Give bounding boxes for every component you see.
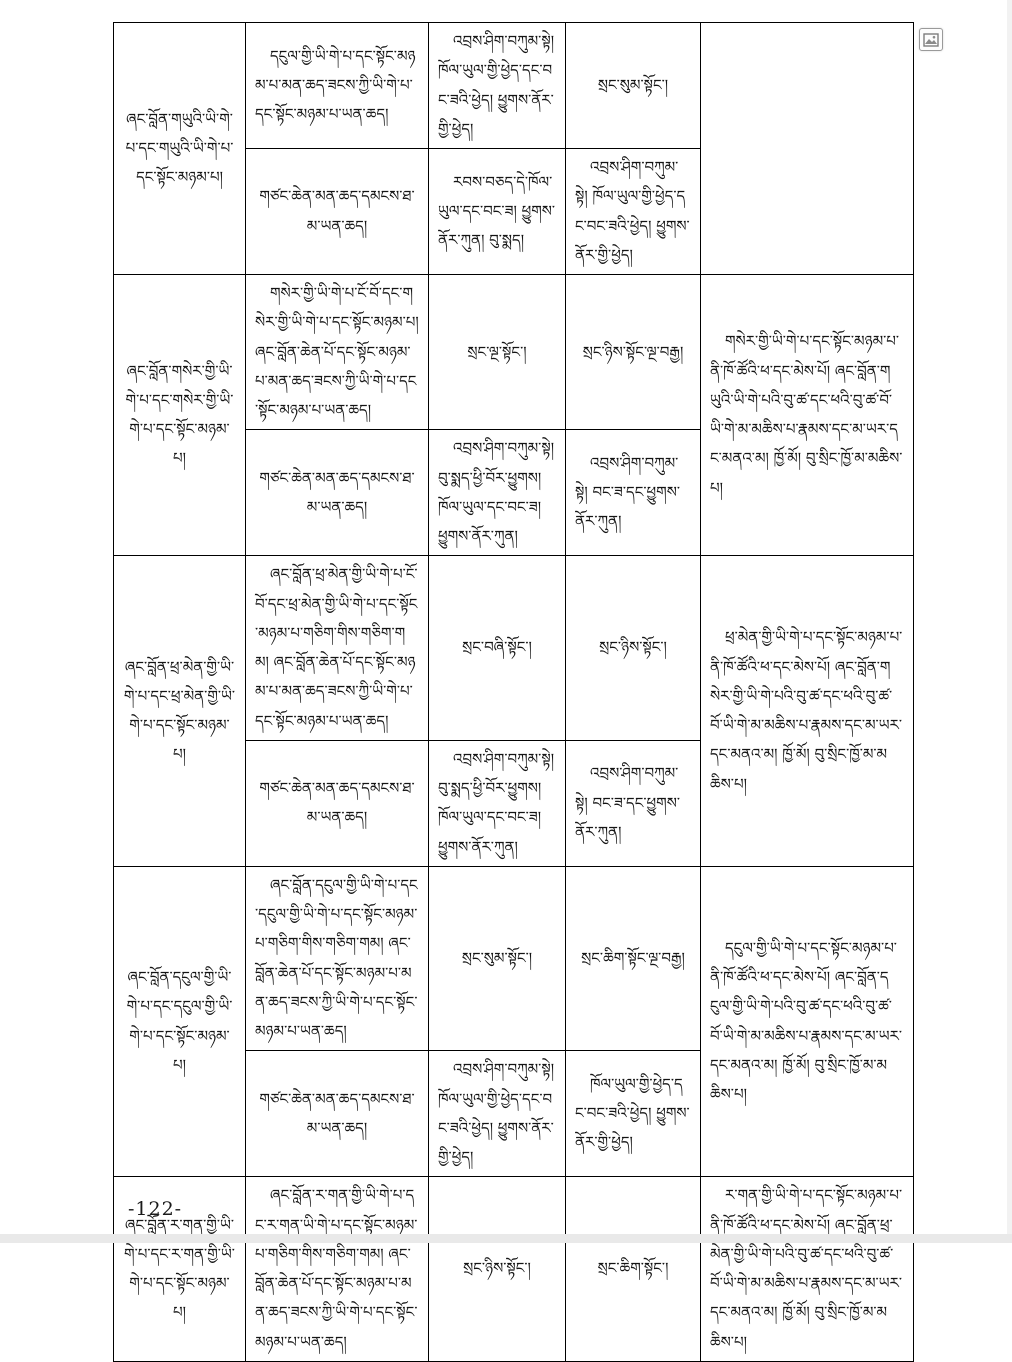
rank-cell: ཞང་བློན་དངུལ་གྱི་ཡི་གེ་པ་དང་དངུལ་གྱི་ཡི་གེ་པ་དང་སྟོང་མཉམ་པ། [114, 866, 246, 1177]
compensation-cell: འབྲས་ཤིག་བཀུམ་སྟེ། བང་ཟ་དང་ཕྱུགས་ནོར་ཀུན། [566, 430, 701, 556]
note-cell: ཕྲ་མེན་གྱི་ཡི་གེ་པ་དང་སྟོང་མཉམ་པ་ནི་ཁོ་ཚོའི་ཕ་དང་མེས་པོ། ཞང་བློན་གསེར་གྱི་ཡི་གེ་པའི་བུ་ཚ་དང་ཕའི་བུ་ཚ་བོ་ཡི་གེ་མ་མཆིས་པ་རྣམས་དང་མ་ཡར་དང་མནའ་མ། ཁྱོ་མོ། བུ་སྲིང་ཁྱོ་མ་མཆིས་པ། [701, 556, 914, 867]
image-glyph [923, 33, 939, 47]
punishment-cell: སྲང་ལྔ་སྟོང་། [429, 275, 566, 430]
page-number: -122- [128, 1198, 183, 1220]
screenshot-tool-icon[interactable] [919, 28, 943, 51]
scope-cell: དངུལ་གྱི་ཡི་གེ་པ་དང་སྟོང་མཉམ་པ་མན་ཆད་ཟངས་ཀྱི་ཡི་གེ་པ་དང་སྟོང་མཉམ་པ་ཡན་ཆད། [246, 23, 429, 149]
compensation-cell: སྲང་ཉིས་སྟོང་ལྔ་བརྒྱ། [566, 275, 701, 430]
punishment-cell: འབྲས་ཤིག་བཀུམ་སྟེ། བུ་སྨད་ཕྱི་བོར་ཕྱུགས། ཁོལ་ཡུལ་དང་བང་ཟ། ཕྱུགས་ནོར་ཀུན། [429, 430, 566, 556]
punishment-cell: འབྲས་ཤིག་བཀུམ་སྟེ། བུ་སྨད་ཕྱི་བོར་ཕྱུགས། ཁོལ་ཡུལ་དང་བང་ཟ། ཕྱུགས་ནོར་ཀུན། [429, 740, 566, 866]
punishment-cell: རབས་བཅད་དེ་ཁོལ་ཡུལ་དང་བང་ཟ། ཕྱུགས་ནོར་ཀུན། བུ་སྨད། [429, 149, 566, 275]
scope-cell: གཙང་ཆེན་མན་ཆད་དམངས་ཐ་མ་ཡན་ཆད། [246, 1051, 429, 1177]
scope-cell: གཙང་ཆེན་མན་ཆད་དམངས་ཐ་མ་ཡན་ཆད། [246, 740, 429, 866]
note-cell: གསེར་གྱི་ཡི་གེ་པ་དང་སྟོང་མཉམ་པ་ནི་ཁོ་ཚོའི་ཕ་དང་མེས་པོ། ཞང་བློན་གཡུའི་ཡི་གེ་པའི་བུ་ཚ་དང་ཕའི་བུ་ཚ་བོ་ཡི་གེ་མ་མཆིས་པ་རྣམས་དང་མ་ཡར་དང་མནའ་མ། ཁྱོ་མོ། བུ་སྲིང་ཁྱོ་མ་མཆིས་པ། [701, 275, 914, 556]
compensation-cell: ཁོལ་ཡུལ་གྱི་ཕྱེད་དང་བང་ཟའི་ཕྱེད། ཕྱུགས་ནོར་གྱི་ཕྱེད། [566, 1051, 701, 1177]
scope-cell: གཙང་ཆེན་མན་ཆད་དམངས་ཐ་མ་ཡན་ཆད། [246, 430, 429, 556]
page-right-edge [1007, 0, 1012, 1243]
rank-cell: ཞང་བློན་གཡུའི་ཡི་གེ་པ་དང་གཡུའི་ཡི་གེ་པ་དང་སྟོང་མཉམ་པ། [114, 23, 246, 275]
note-cell: དངུལ་གྱི་ཡི་གེ་པ་དང་སྟོང་མཉམ་པ་ནི་ཁོ་ཚོའི་ཕ་དང་མེས་པོ། ཞང་བློན་དངུལ་གྱི་ཡི་གེ་པའི་བུ་ཚ་དང་ཕའི་བུ་ཚ་བོ་ཡི་གེ་མ་མཆིས་པ་རྣམས་དང་མ་ཡར་དང་མནའ་མ། ཁྱོ་མོ། བུ་སྲིང་ཁྱོ་མ་མཆིས་པ། [701, 866, 914, 1177]
compensation-cell: འབྲས་ཤིག་བཀུམ་སྟེ། ཁོལ་ཡུལ་གྱི་ཕྱེད་དང་བང་ཟའི་ཕྱེད། ཕྱུགས་ནོར་གྱི་ཕྱེད། [566, 149, 701, 275]
scope-cell: གསེར་གྱི་ཡི་གེ་པ་ངོ་བོ་དང་གསེར་གྱི་ཡི་གེ་པ་དང་སྟོང་མཉམ་པ། ཞང་བློན་ཆེན་པོ་དང་སྟོང་མཉམ་པ་མན་ཆད་ཟངས་ཀྱི་ཡི་གེ་པ་དང་སྟོང་མཉམ་པ་ཡན་ཆད། [246, 275, 429, 430]
scope-cell: ཞང་བློན་ཕྲ་མེན་གྱི་ཡི་གེ་པ་ངོ་བོ་དང་ཕྲ་མེན་གྱི་ཡི་གེ་པ་དང་སྟོང་མཉམ་པ་གཅིག་གིས་གཅིག་གམ། ཞང་བློན་ཆེན་པོ་དང་སྟོང་མཉམ་པ་མན་ཆད་ཟངས་ཀྱི་ཡི་གེ་པ་དང་སྟོང་མཉམ་པ་ཡན་ཆད། [246, 556, 429, 741]
rank-cell: ཞང་བློན་གསེར་གྱི་ཡི་གེ་པ་དང་གསེར་གྱི་ཡི་གེ་པ་དང་སྟོང་མཉམ་པ། [114, 275, 246, 556]
rank-cell: ཞང་བློན་ཕྲ་མེན་གྱི་ཡི་གེ་པ་དང་ཕྲ་མེན་གྱི་ཡི་གེ་པ་དང་སྟོང་མཉམ་པ། [114, 556, 246, 867]
scope-cell: ཞང་བློན་ར་གན་གྱི་ཡི་གེ་པ་དང་ར་གན་ཡི་གེ་པ་དང་སྟོང་མཉམ་པ་གཅིག་གིས་གཅིག་གམ། ཞང་བློན་ཆེན་པོ་དང་སྟོང་མཉམ་པ་མན་ཆད་ཟངས་ཀྱི་ཡི་གེ་པ་དང་སྟོང་མཉམ་པ་ཡན་ཆད། [246, 1177, 429, 1362]
compensation-cell: སྲང་ཉིས་སྟོང་། [566, 556, 701, 741]
note-cell [701, 23, 914, 275]
compensation-cell: སྲང་སུམ་སྟོང་། [566, 23, 701, 149]
compensation-cell: སྲང་ཆིག་སྟོང་ལྔ་བརྒྱ། [566, 866, 701, 1051]
punishment-cell: སྲང་ཉིས་སྟོང་། [429, 1177, 566, 1362]
rank-cell: ཞང་བློན་ར་གན་གྱི་ཡི་གེ་པ་དང་ར་གན་གྱི་ཡི་གེ་པ་དང་སྟོང་མཉམ་པ། [114, 1177, 246, 1362]
note-cell: ར་གན་གྱི་ཡི་གེ་པ་དང་སྟོང་མཉམ་པ་ནི་ཁོ་ཚོའི་ཕ་དང་མེས་པོ། ཞང་བློན་ཕྲ་མེན་གྱི་ཡི་གེ་པའི་བུ་ཚ་དང་ཕའི་བུ་ཚ་བོ་ཡི་གེ་མ་མཆིས་པ་རྣམས་དང་མ་ཡར་དང་མནའ་མ། ཁྱོ་མོ། བུ་སྲིང་ཁྱོ་མ་མཆིས་པ། [701, 1177, 914, 1362]
scope-cell: གཙང་ཆེན་མན་ཆད་དམངས་ཐ་མ་ཡན་ཆད། [246, 149, 429, 275]
page-bottom-edge [0, 1234, 1012, 1243]
punishment-cell: སྲང་བཞི་སྟོང་། [429, 556, 566, 741]
compensation-cell: འབྲས་ཤིག་བཀུམ་སྟེ། བང་ཟ་དང་ཕྱུགས་ནོར་ཀུན། [566, 740, 701, 866]
punishment-cell: འབྲས་ཤིག་བཀུམ་སྟེ། ཁོལ་ཡུལ་གྱི་ཕྱེད་དང་བང་ཟའི་ཕྱེད། ཕྱུགས་ནོར་གྱི་ཕྱེད། [429, 23, 566, 149]
punishment-cell: འབྲས་ཤིག་བཀུམ་སྟེ། ཁོལ་ཡུལ་གྱི་ཕྱེད་དང་བང་ཟའི་ཕྱེད། ཕྱུགས་ནོར་གྱི་ཕྱེད། [429, 1051, 566, 1177]
punishment-cell: སྲང་སུམ་སྟོང་། [429, 866, 566, 1051]
compensation-cell: སྲང་ཆིག་སྟོང་། [566, 1177, 701, 1362]
scope-cell: ཞང་བློན་དངུལ་གྱི་ཡི་གེ་པ་དང་དངུལ་གྱི་ཡི་གེ་པ་དང་སྟོང་མཉམ་པ་གཅིག་གིས་གཅིག་གམ། ཞང་བློན་ཆེན་པོ་དང་སྟོང་མཉམ་པ་མན་ཆད་ཟངས་ཀྱི་ཡི་གེ་པ་དང་སྟོང་མཉམ་པ་ཡན་ཆད། [246, 866, 429, 1051]
rank-compensation-table [113, 22, 914, 1362]
